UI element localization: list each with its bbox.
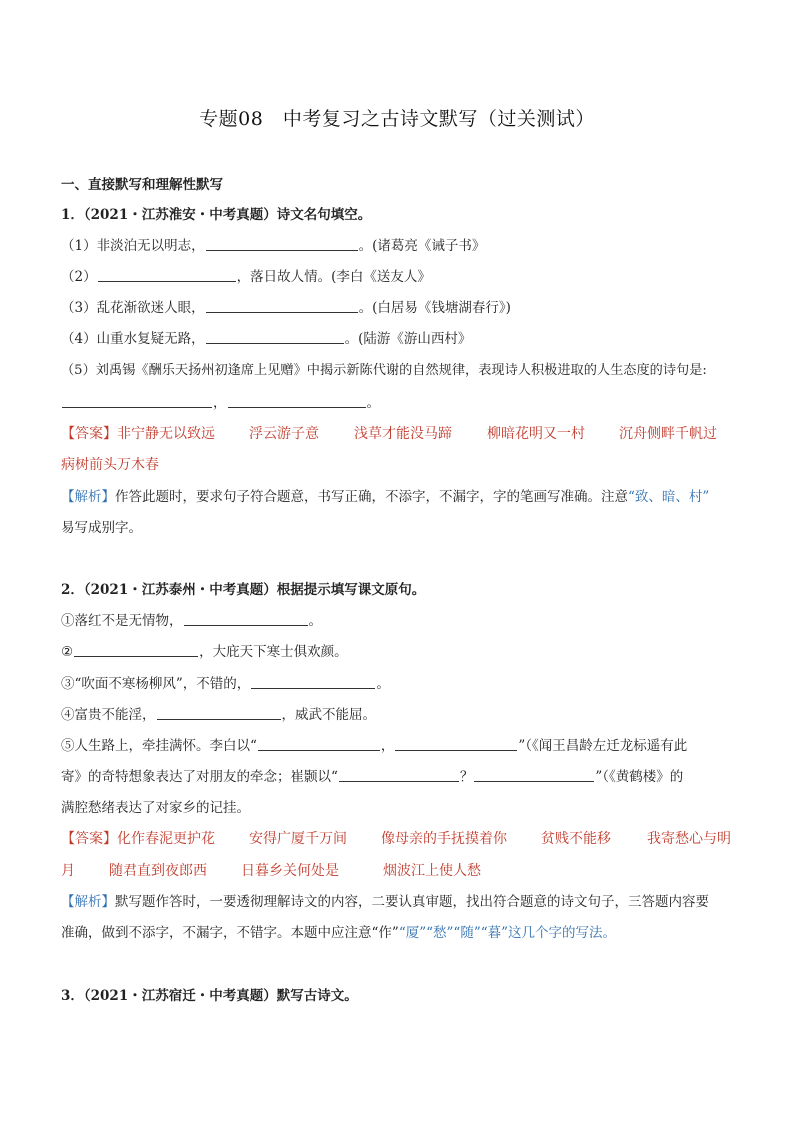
q1-item-5: （5）刘禹锡《酬乐天扬州初逢席上见赠》中揭示新陈代谢的自然规律，表现诗人积极进取的人生态度的诗句是: bbox=[61, 363, 707, 378]
q1-item-2 bbox=[61, 268, 431, 286]
q2-item-3 bbox=[61, 675, 390, 693]
answer-blank bbox=[258, 737, 380, 751]
q2-item-2-suffix: ，大庇天下寒士俱欢颜。 bbox=[199, 644, 348, 660]
analysis-label: 【解析】 bbox=[61, 489, 115, 505]
q1-item-1-suffix: 。(诸葛亮《诫子书》 bbox=[358, 238, 486, 254]
q1-item-1 bbox=[61, 237, 485, 255]
q2-item-2 bbox=[61, 643, 348, 661]
answer-blank bbox=[474, 768, 594, 782]
analysis-highlight: “厦”“愁”“随”“暮”这几个字的写法。 bbox=[398, 925, 617, 941]
q2-item-2-prefix: ② bbox=[61, 644, 74, 660]
q2-item-4-prefix: ④富贵不能淫， bbox=[61, 707, 156, 723]
answer-blank bbox=[206, 299, 358, 313]
q1-item-4-prefix: （4）山重水复疑无路， bbox=[61, 331, 205, 347]
q1-item-3-suffix: 。(白居易《钱塘湖春行》) bbox=[358, 300, 511, 316]
q1-item-5-blanks bbox=[61, 394, 380, 412]
answer-item: 沉舟侧畔千帆过 bbox=[619, 426, 717, 442]
q1-item-4-suffix: 。(陆游《游山西村》 bbox=[344, 331, 472, 347]
q2-item-5-question: ？ bbox=[459, 769, 474, 785]
q1-item-2-prefix: （2） bbox=[61, 269, 97, 285]
answer-blank bbox=[98, 268, 236, 282]
answer-item: 化作春泥更护花 bbox=[117, 831, 215, 847]
answer-blank bbox=[184, 612, 308, 626]
q2-item-5-cont-prefix: 寄》的奇特想象表达了对朋友的牵念；崔颢以“ bbox=[61, 769, 338, 785]
answer-blank bbox=[74, 643, 198, 657]
q1-analysis bbox=[61, 488, 709, 506]
question-3-header: 3．（2021・江苏宿迁・中考真题）默写古诗文。 bbox=[61, 988, 358, 1004]
answer-item: 月 bbox=[61, 863, 75, 879]
q1-item-3 bbox=[61, 299, 511, 317]
answer-item: 柳暗花明又一村 bbox=[487, 426, 585, 442]
section-heading: 一、直接默写和理解性默写 bbox=[61, 177, 223, 193]
analysis-text: 作答此题时，要求句子符合题意，书写正确，不添字，不漏字，字的笔画写准确。注意 bbox=[115, 489, 628, 505]
q2-item-1 bbox=[61, 612, 322, 630]
analysis-highlight: “致、暗、村” bbox=[628, 489, 710, 505]
analysis-label: 【解析】 bbox=[61, 894, 115, 910]
q2-item-1-suffix: 。 bbox=[308, 613, 322, 629]
q1-item-5-comma: ， bbox=[213, 395, 227, 411]
q2-item-4-suffix: ，威武不能屈。 bbox=[281, 707, 376, 723]
answer-item: 浮云游子意 bbox=[249, 426, 319, 442]
q2-item-5-cont bbox=[61, 768, 683, 786]
q2-item-5 bbox=[61, 737, 687, 755]
q1-item-4 bbox=[61, 330, 471, 348]
answer-item: 浅草才能没马蹄 bbox=[354, 426, 452, 442]
answer-item: 病树前头万木春 bbox=[61, 457, 159, 473]
answer-blank bbox=[206, 237, 358, 251]
question-2-header: 2．（2021・江苏泰州・中考真题）根据提示填写课文原句。 bbox=[61, 582, 426, 598]
q2-item-5-end: 满腔愁绪表达了对家乡的记挂。 bbox=[61, 800, 250, 816]
q1-analysis-cont: 易写成别字。 bbox=[61, 520, 142, 536]
answer-blank bbox=[251, 675, 375, 689]
answer-item: 非宁静无以致远 bbox=[117, 426, 215, 442]
answer-blank bbox=[395, 737, 517, 751]
q2-item-3-prefix: ③“吹面不寒杨柳风”，不错的， bbox=[61, 676, 251, 692]
q2-item-3-suffix: 。 bbox=[376, 676, 390, 692]
answer-item: 安得广厦千万间 bbox=[249, 831, 347, 847]
q2-item-5-comma: ， bbox=[380, 738, 395, 754]
q2-analysis-cont bbox=[61, 924, 616, 942]
analysis-text: 准确，做到不添字，不漏字，不错字。本题中应注意“作” bbox=[61, 925, 399, 941]
answer-item: 日暮乡关何处是 bbox=[241, 863, 339, 879]
answer-label: 【答案】 bbox=[61, 831, 117, 847]
q2-item-5-prefix: ⑤人生路上，牵挂满怀。李白以“ bbox=[61, 738, 257, 754]
answer-blank bbox=[339, 768, 459, 782]
q2-item-1-prefix: ①落红不是无情物， bbox=[61, 613, 183, 629]
question-1-header: 1．（2021・江苏淮安・中考真题）诗文名句填空。 bbox=[61, 207, 372, 223]
answer-item: 烟波江上使人愁 bbox=[383, 863, 481, 879]
q2-item-4 bbox=[61, 706, 376, 724]
q1-item-3-prefix: （3）乱花渐欲迷人眼， bbox=[61, 300, 205, 316]
q1-item-5-end: 。 bbox=[366, 395, 380, 411]
q2-analysis bbox=[61, 893, 709, 911]
answer-item: 贫贱不能移 bbox=[541, 831, 611, 847]
q1-item-1-prefix: （1）非淡泊无以明志， bbox=[61, 238, 205, 254]
answer-label: 【答案】 bbox=[61, 426, 117, 442]
q2-item-5-cont-suffix: ”（《黄鹤楼》的 bbox=[595, 769, 684, 785]
q1-item-2-suffix: ，落日故人情。(李白《送友人》 bbox=[236, 269, 431, 285]
answer-item: 像母亲的手抚摸着你 bbox=[381, 831, 507, 847]
answer-item: 我寄愁心与明 bbox=[647, 831, 731, 847]
q2-item-5-suffix: ”（《闻王昌龄左迁龙标遥有此 bbox=[518, 738, 688, 754]
answer-blank bbox=[228, 394, 366, 408]
answer-item: 随君直到夜郎西 bbox=[109, 863, 207, 879]
page-title: 专题08 中考复习之古诗文默写（过关测试） bbox=[199, 108, 595, 130]
answer-blank bbox=[157, 706, 281, 720]
answer-blank bbox=[206, 330, 344, 344]
answer-blank bbox=[62, 394, 212, 408]
analysis-text: 默写题作答时，一要透彻理解诗文的内容，二要认真审题，找出符合题意的诗文句子，三答题内容要 bbox=[115, 894, 709, 910]
